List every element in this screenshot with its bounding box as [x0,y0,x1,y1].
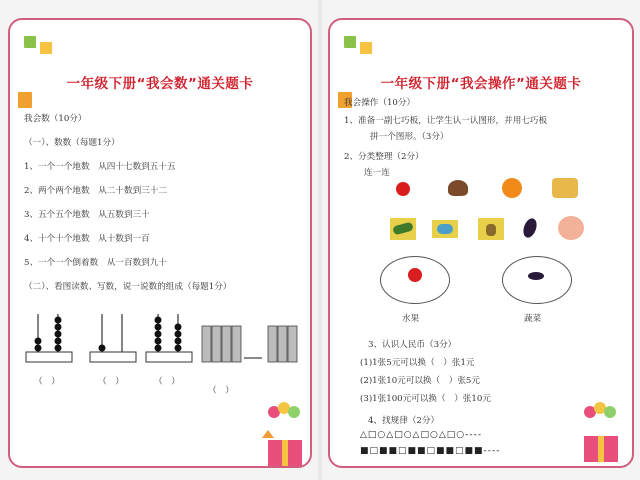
counting-sticks-image [200,320,300,368]
oval-label: 水果 [402,314,420,324]
subsection-heading: （二）、看图读数、写数，说一说数的组成（每题1分） [24,282,232,292]
right-card [328,18,634,468]
abacus-image [144,310,196,366]
question-item: 3、认识人民币（3分） [368,340,457,350]
question-item: 5、一个一个倒着数 从一百数到九十 [24,258,167,268]
question-item: 2、分类整理（2分） [344,152,424,162]
gift-balloon-icon [258,400,312,470]
question-subitem: (3)1张100元可以换（ ）张10元 [360,394,491,404]
cucumber-image [390,218,416,240]
question-subitem: (1)1张5元可以换（ ）张1元 [360,358,475,368]
candy-image [432,220,458,238]
subsection-heading: （一）、数数（每题1分） [24,138,120,148]
right-page [322,0,640,480]
left-page [0,0,318,480]
question-subitem: (2)1张10元可以换（ ）张5元 [360,376,480,386]
question-item: 拼一个图形。（3分） [370,132,449,142]
pattern-row: △□○△□○△□○△□○---- [360,430,483,440]
answer-bracket: （ ） [154,377,180,387]
page-title: 一年级下册“我会数”通关题卡 [66,76,254,92]
mushroom-image [448,180,468,196]
vegetable-oval [502,256,572,304]
question-subtext: 连一连 [364,168,390,178]
left-card [8,18,312,468]
apple-image [396,182,410,196]
question-item: 4、找规律（2分） [368,416,440,426]
eggplant-image [528,272,544,280]
eggplant-image [521,217,539,240]
section-heading: 我会操作（10分） [344,98,416,108]
question-item: 2、两个两个地数 从二十数到三十二 [24,186,167,196]
oval-label: 蔬菜 [524,314,542,324]
abacus-image [88,310,140,366]
sausage-image [552,178,578,198]
apple-image [408,268,422,282]
answer-bracket: （ ） [208,386,234,396]
section-heading: 我会数（10分） [24,114,87,124]
question-item: 1、一个一个地数 从四十七数到五十五 [24,162,176,172]
question-item: 1、准备一副七巧板，让学生认一认图形，并用七巧板 [344,116,548,126]
abacus-image [24,310,76,366]
question-item: 3、五个五个地数 从五数到三十 [24,210,150,220]
answer-bracket: （ ） [98,377,124,387]
gift-balloon-icon [574,400,628,464]
answer-bracket: （ ） [34,377,60,387]
page-title: 一年级下册“我会操作”通关题卡 [380,76,582,92]
question-item: 4、十个十个地数 从十数到一百 [24,234,150,244]
pineapple-image [478,218,504,240]
orange-image [502,178,522,198]
pattern-row: ■□■■□■■□■■□■■---- [360,446,501,456]
peach-image [558,216,584,240]
